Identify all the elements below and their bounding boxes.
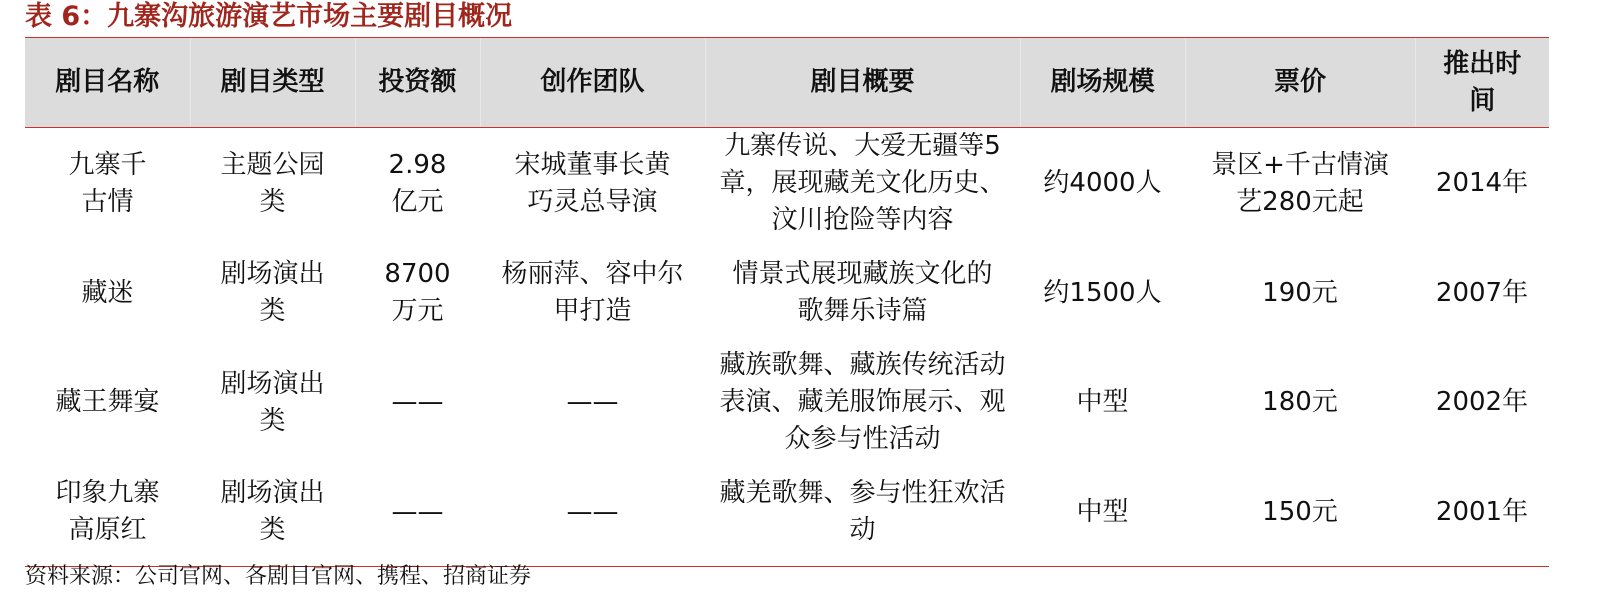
cell-ticket-price: 190元 bbox=[1262, 277, 1338, 308]
source-note: 资料来源：公司官网、各剧目官网、携程、招商证券 bbox=[25, 564, 532, 589]
header-play-type: 剧目类型 bbox=[190, 38, 355, 128]
cell-summary: 九寨传说、大爱无疆等5章，展现藏羌文化历史、汶川抢险等内容 bbox=[719, 131, 1006, 235]
cell-ticket-price: 150元 bbox=[1185, 458, 1415, 567]
cell-launch-time: 2001年 bbox=[1415, 458, 1549, 567]
table-header-row bbox=[25, 38, 1549, 128]
cell-investment: 2.98亿元 bbox=[388, 149, 447, 217]
header-ticket-price: 票价 bbox=[1185, 38, 1415, 128]
header-investment: 投资额 bbox=[355, 38, 480, 128]
cell-play-name: 印象九寨高原红 bbox=[25, 458, 190, 567]
cell-play-type: 剧场演出类 bbox=[220, 368, 325, 436]
cell-launch-time: 2007年 bbox=[1435, 277, 1529, 308]
cell-investment: —— bbox=[391, 387, 444, 417]
cell-launch-time: 2014年 bbox=[1435, 168, 1529, 198]
cell-play-name: 藏迷 bbox=[81, 277, 134, 308]
cell-theater-size: 约1500人 bbox=[1043, 277, 1162, 308]
header-launch-time: 推出时间 bbox=[1415, 38, 1549, 128]
table-title: 表 6：九寨沟旅游演艺市场主要剧目概况 bbox=[25, 1, 513, 32]
plays-table bbox=[25, 38, 1549, 567]
header-creative-team: 创作团队 bbox=[480, 38, 705, 128]
cell-play-name: 九寨千古情 bbox=[68, 149, 147, 217]
cell-ticket-price: 180元 bbox=[1262, 387, 1338, 417]
table-row bbox=[25, 347, 1549, 458]
cell-summary: 藏羌歌舞、参与性狂欢活动 bbox=[705, 458, 1020, 567]
cell-creative-team: —— bbox=[480, 458, 705, 567]
cell-investment: —— bbox=[355, 458, 480, 567]
table-container bbox=[25, 38, 1549, 567]
cell-creative-team: —— bbox=[566, 387, 619, 417]
cell-play-type: 剧场演出类 bbox=[220, 259, 325, 326]
cell-creative-team: 宋城董事长黄巧灵总导演 bbox=[514, 149, 671, 217]
cell-ticket-price: 景区+千古情演艺280元起 bbox=[1211, 149, 1389, 217]
cell-theater-size: 中型 bbox=[1076, 387, 1129, 417]
cell-theater-size: 中型 bbox=[1020, 458, 1185, 567]
cell-launch-time: 2002年 bbox=[1435, 387, 1529, 417]
table-row bbox=[25, 458, 1549, 567]
table-row bbox=[25, 239, 1549, 347]
header-theater-size: 剧场规模 bbox=[1020, 38, 1185, 128]
cell-play-type: 剧场演出类 bbox=[190, 458, 355, 567]
table-row bbox=[25, 128, 1549, 240]
cell-summary: 藏族歌舞、藏族传统活动表演、藏羌服饰展示、观众参与性活动 bbox=[719, 350, 1006, 454]
cell-play-name: 藏王舞宴 bbox=[55, 387, 160, 417]
cell-summary: 情景式展现藏族文化的歌舞乐诗篇 bbox=[732, 259, 993, 326]
header-summary: 剧目概要 bbox=[705, 38, 1020, 128]
cell-play-type: 主题公园类 bbox=[220, 149, 325, 217]
cell-theater-size: 约4000人 bbox=[1043, 168, 1162, 198]
header-play-name: 剧目名称 bbox=[25, 38, 190, 128]
cell-creative-team: 杨丽萍、容中尔甲打造 bbox=[501, 259, 684, 326]
cell-investment: 8700万元 bbox=[384, 259, 451, 326]
